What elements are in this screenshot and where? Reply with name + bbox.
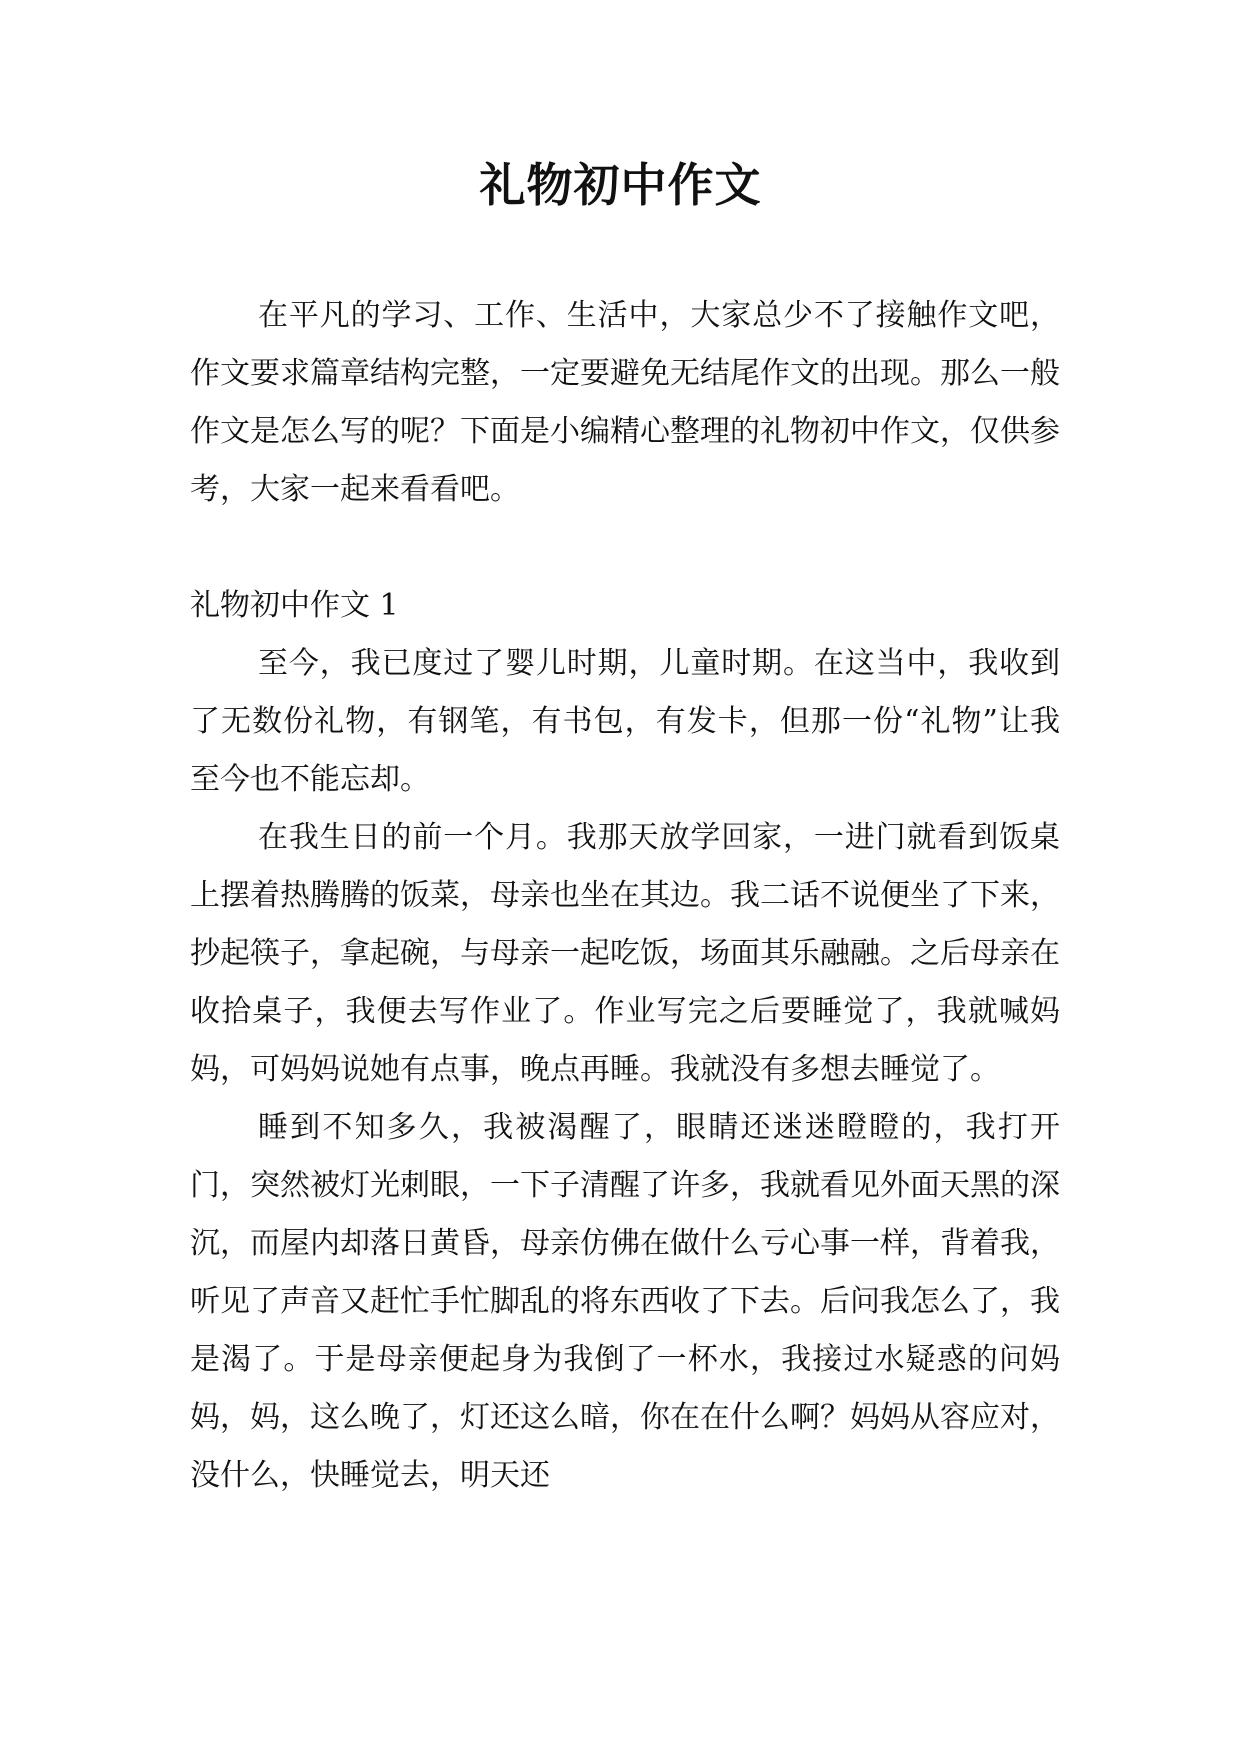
section-heading: 礼物初中作文 1 <box>190 588 399 623</box>
intro-paragraph: 在平凡的学习、工作、生活中，大家总少不了接触作文吧，作文要求篇章结构完整，一定要避免无结尾作文的出现。那么一般作文是怎么写的呢？下面是小编精心整理的礼物初中作文，仅供参考，大家一起来看看吧。 <box>190 298 1060 507</box>
body-paragraph-3: 睡到不知多久，我被渴醒了，眼睛还迷迷瞪瞪的，我打开门，突然被灯光刺眼，一下子清醒了许多，我就看见外面天黑的深沉，而屋内却落日黄昏，母亲仿佛在做什么亏心事一样，背着我，听见了声音又赶忙手忙脚乱的将东西收了下去。后问我怎么了，我是渴了。于是母亲便起身为我倒了一杯水，我接过水疑惑的问妈妈，妈，这么晚了，灯还这么暗，你在在什么啊？妈妈从容应对，没什么，快睡觉去，明天还 <box>190 1110 1060 1493</box>
document-title: 礼物初中作文 <box>479 158 762 212</box>
document-body <box>190 287 1060 1505</box>
body-paragraph-1: 至今，我已度过了婴儿时期，儿童时期。在这当中，我收到了无数份礼物，有钢笔，有书包，有发卡，但那一份“礼物”让我至今也不能忘却。 <box>190 646 1060 797</box>
body-paragraph-2: 在我生日的前一个月。我那天放学回家，一进门就看到饭桌上摆着热腾腾的饭菜，母亲也坐在其边。我二话不说便坐了下来，抄起筷子，拿起碗，与母亲一起吃饭，场面其乐融融。之后母亲在收拾桌子，我便去写作业了。作业写完之后要睡觉了，我就喊妈妈，可妈妈说她有点事，晚点再睡。我就没有多想去睡觉了。 <box>190 820 1060 1087</box>
